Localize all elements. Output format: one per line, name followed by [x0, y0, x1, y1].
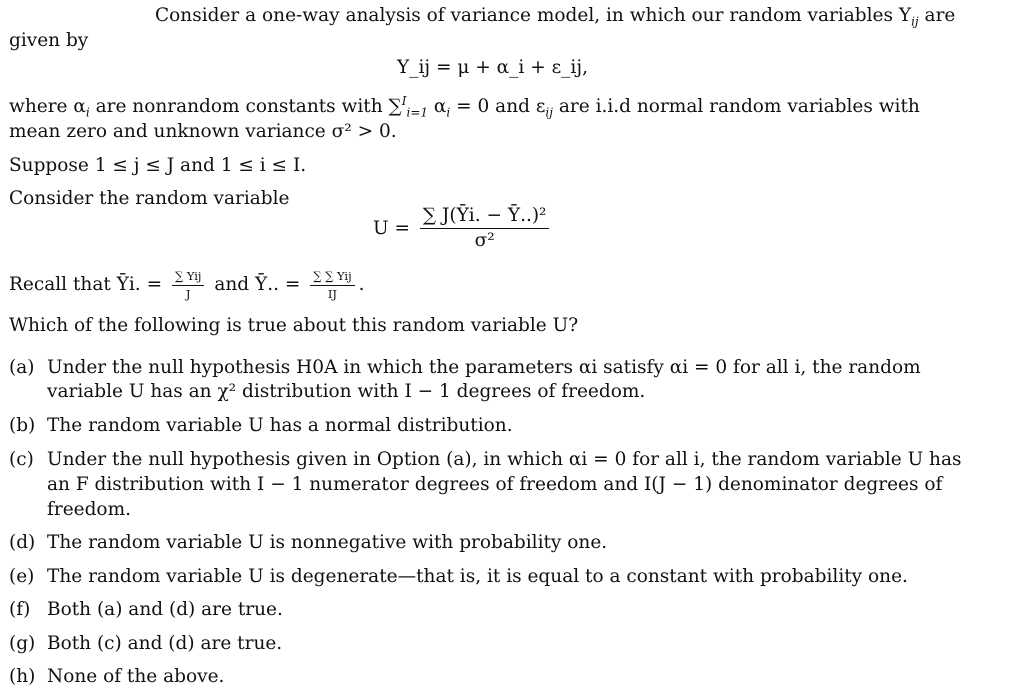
suppose-line: Suppose 1 ≤ j ≤ J and 1 ≤ i ≤ I. — [9, 155, 307, 176]
ybar-i-fraction: $\frac{\text{∑ Yij}}{J}$ — [172, 270, 205, 300]
option-a-label: (a) — [9, 357, 35, 378]
where-line-1: where $\alpha_i$ are nonrandom constants with ∑$^I_{i=1}$ $\alpha_i = 0$ and $\varepsilon_{ij}$ are i.i.d normal random variables with — [9, 93, 920, 120]
where-line-2: mean zero and unknown variance σ² > 0. — [9, 121, 397, 142]
option-e-label: (e) — [9, 566, 35, 587]
intro-line-2: given by — [9, 30, 89, 51]
intro-line-1: Consider a one-way analysis of variance model, in which our random variables $Y_{ij}$ are — [155, 5, 956, 29]
option-d-label: (d) — [9, 532, 36, 553]
option-f-label: (f) — [9, 599, 31, 620]
u-definition: U = $\frac{\text{∑ J(Ȳi. − Ȳ..)²}}{\text{σ²}}$ — [373, 206, 553, 252]
option-g-label: (g) — [9, 633, 36, 654]
option-b-label: (b) — [9, 415, 36, 436]
consider-line: Consider the random variable — [9, 188, 290, 209]
option-c-label: (c) — [9, 449, 34, 470]
question-text: Which of the following is true about this random variable U? — [9, 315, 579, 336]
recall-line: Recall that Ȳi. = $\frac{\text{∑ Yij}}{J}$ and Ȳ.. = $\frac{\text{∑ ∑ Yij}}{IJ}$ . — [9, 269, 365, 301]
option-h-label: (h) — [9, 666, 36, 687]
ybar-dotdot-fraction: $\frac{\text{∑ ∑ Yij}}{IJ}$ — [310, 270, 354, 300]
u-fraction: $\frac{\text{∑ J(Ȳi. − Ȳ..)²}}{\text{σ²}}$ — [420, 206, 550, 252]
model-equation: Y_ij = μ + α_i + ε_ij, — [397, 57, 588, 78]
